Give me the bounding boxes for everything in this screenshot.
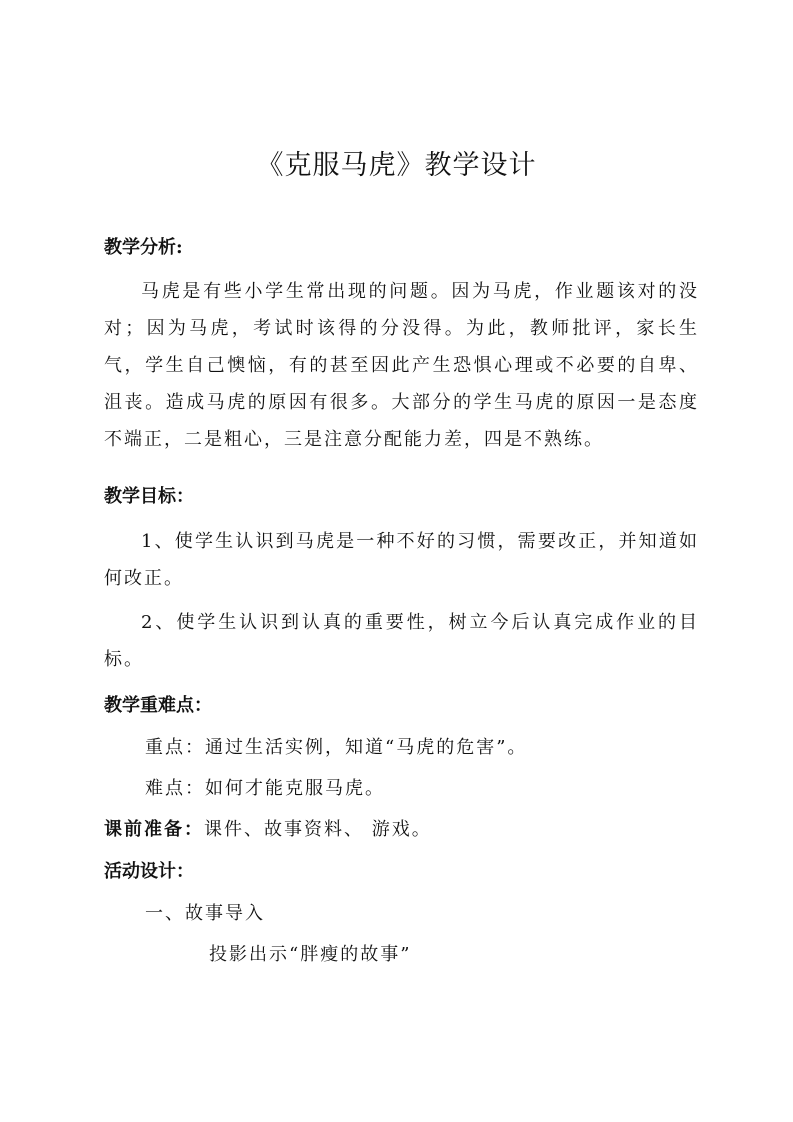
preparation-content: 课件、故事资料、 游戏。: [204, 819, 432, 840]
analysis-heading: 教学分析:: [104, 237, 183, 258]
goal-item-2: 2、使学生认识到认真的重要性，树立今后认真完成作业的目标。: [104, 612, 699, 670]
document-title: 《克服马虎》教学设计: [256, 150, 537, 181]
activity-heading: 活动设计：: [104, 861, 194, 882]
goal-item-1: 1、使学生认识到马虎是一种不好的习惯，需要改正，并知道如何改正。: [104, 531, 699, 589]
analysis-paragraph: 马虎是有些小学生常出现的问题。因为马虎，作业题该对的没对；因为马虎，考试时该得的分没得。为此，教师批评，家长生气，学生自己懊恼，有的甚至因此产生恐惧心理或不必要的自卑、沮丧。造成马虎的原因有很多。大部分的学生马虎的原因一是态度不端正，二是粗心，三是注意分配能力差，四是不熟练。: [104, 281, 699, 450]
key-point-difficulty: 难点：如何才能克服马虎。: [145, 778, 385, 799]
preparation-line: [104, 816, 432, 844]
goals-heading: 教学目标：: [104, 486, 194, 507]
key-points-heading: 教学重难点：: [104, 695, 212, 716]
preparation-heading: 课前准备：: [104, 819, 204, 840]
activity-step-1: 一、故事导入: [145, 903, 265, 924]
key-point-focus: 重点：通过生活实例，知道“马虎的危害”。: [145, 737, 528, 758]
activity-step-1-detail: 投影出示“胖瘦的故事”: [209, 944, 412, 965]
